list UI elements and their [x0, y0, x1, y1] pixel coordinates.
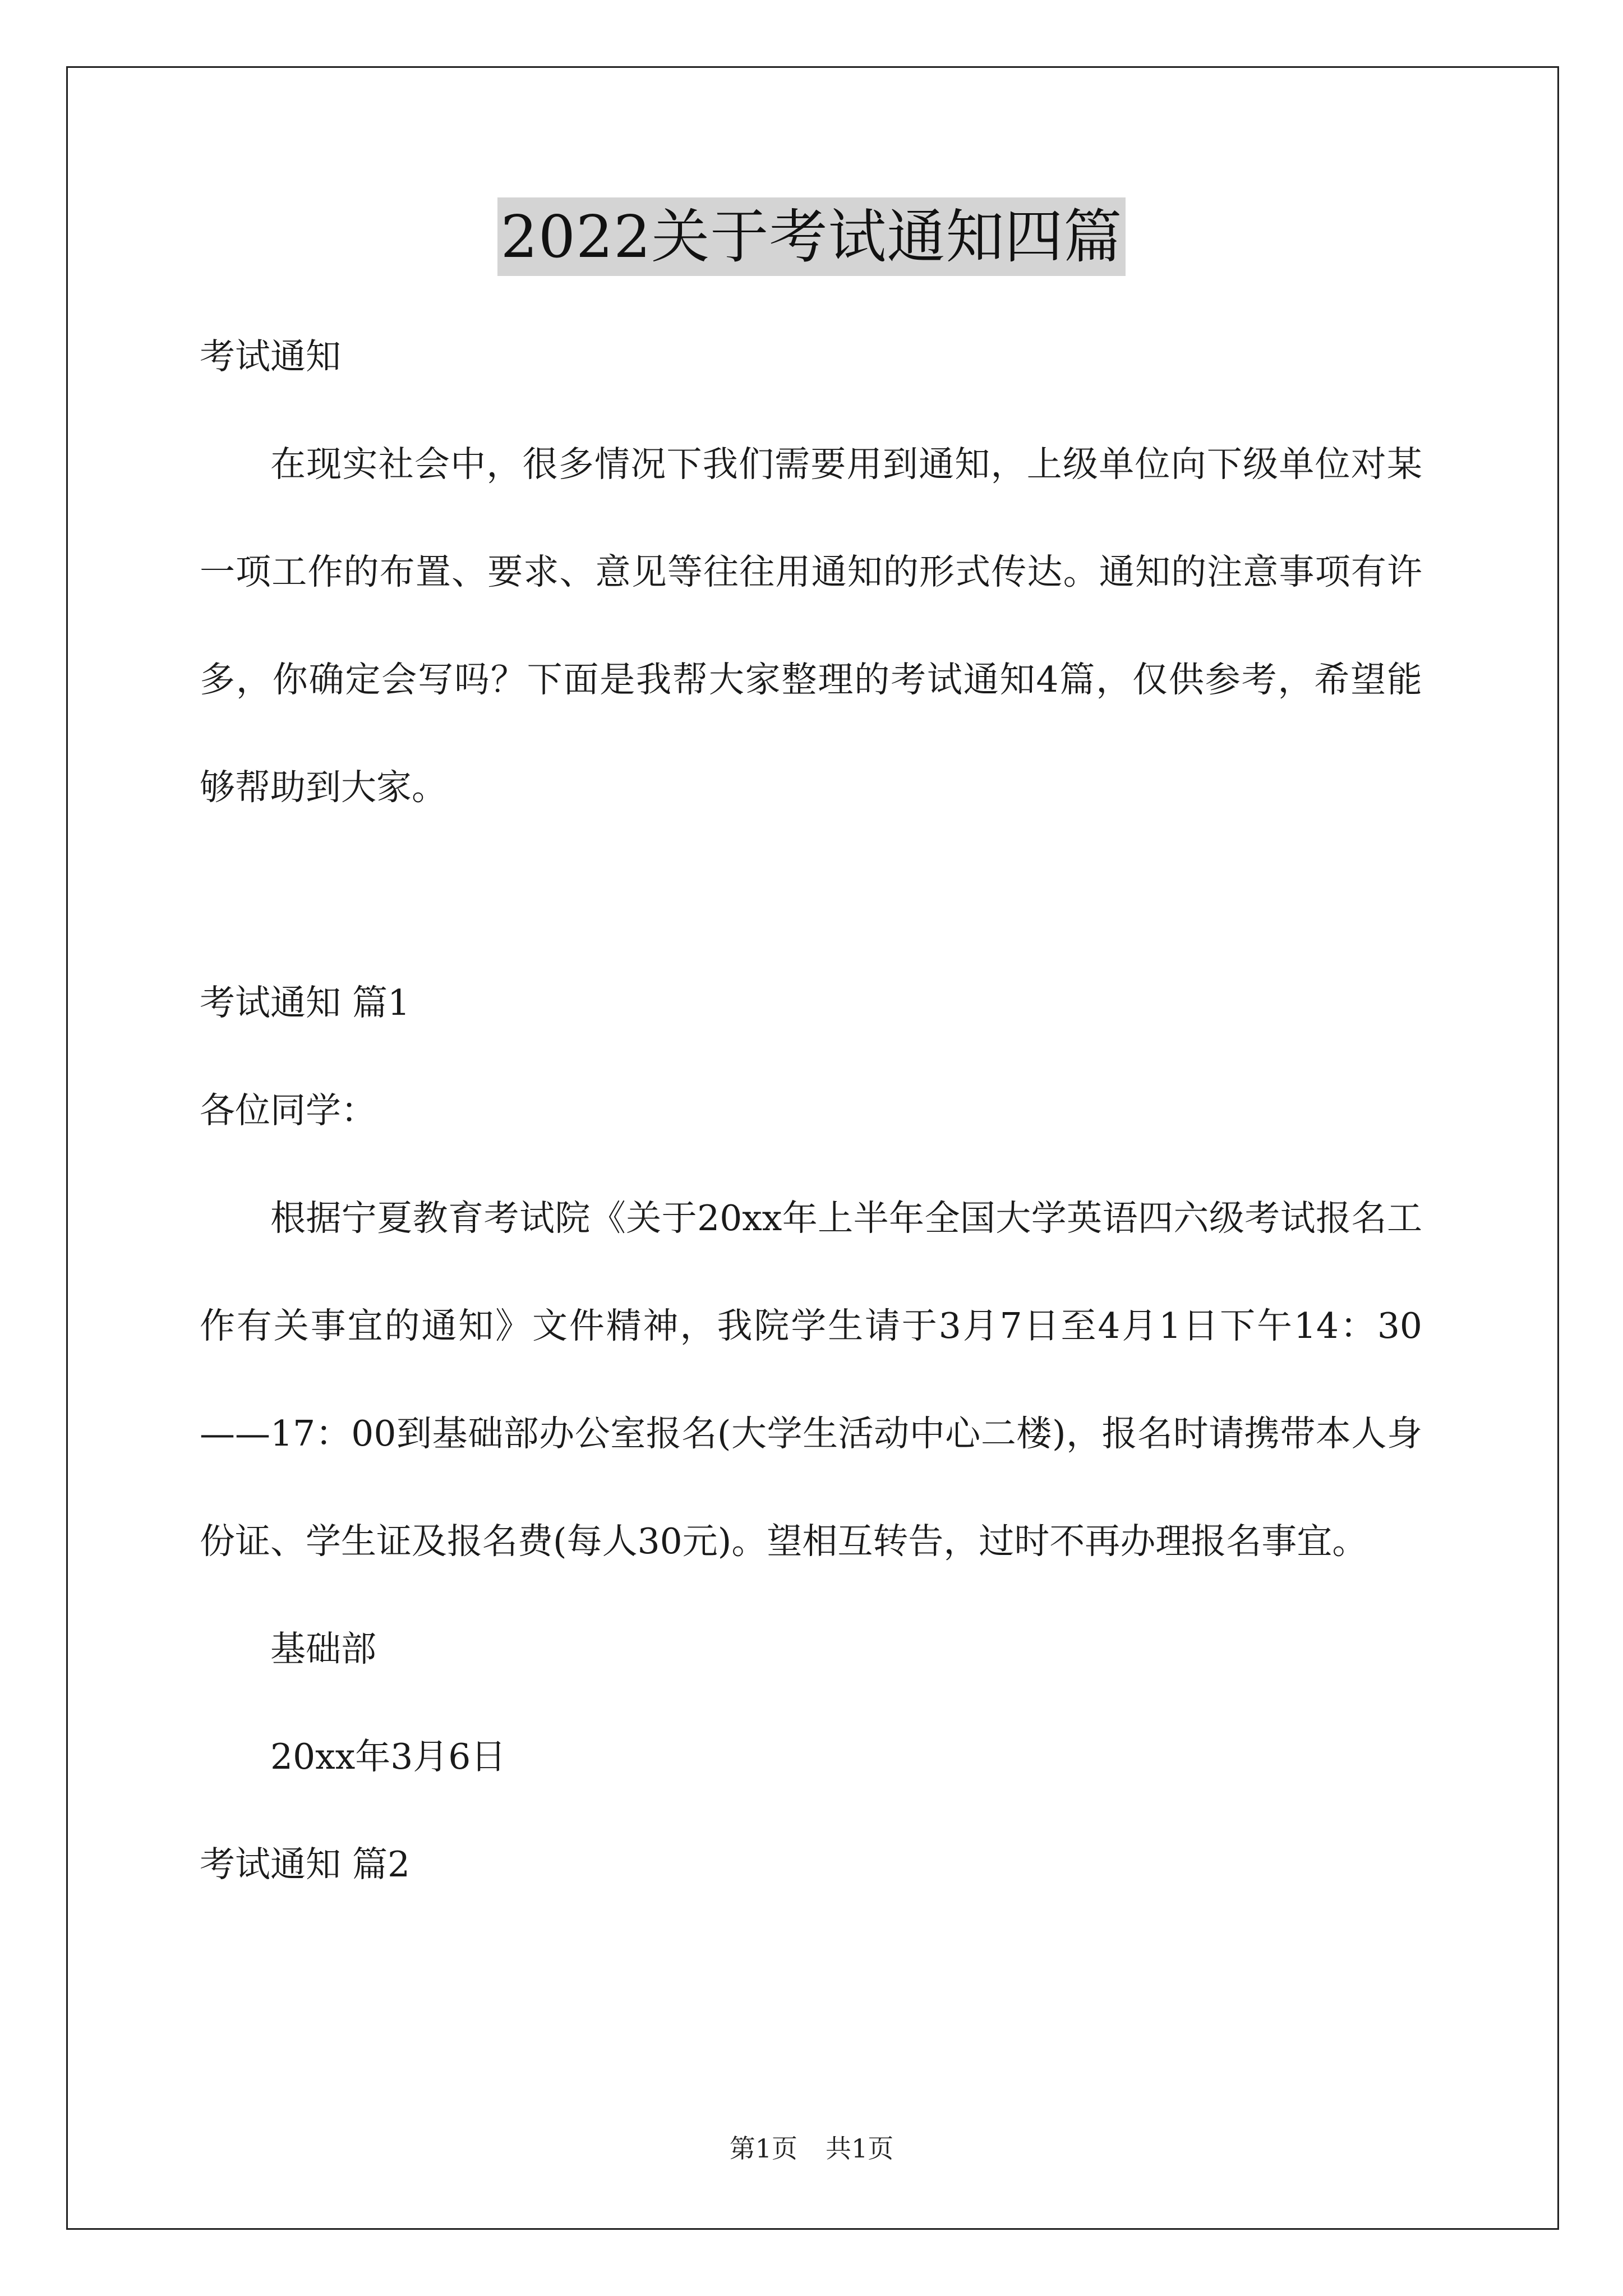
page-total: 共1页 — [826, 2133, 894, 2164]
intro-paragraph: 在现实社会中，很多情况下我们需要用到通知，上级单位向下级单位对某一项工作的布置、要求、意见等往往用通知的形式传达。通知的注意事项有许多，你确定会写吗？下面是我帮大家整理的考试通知4篇，仅供参考，希望能够帮助到大家。 — [200, 444, 1422, 808]
article-2-heading: 考试通知 篇2 — [200, 1844, 411, 1885]
page-footer — [0, 2132, 1623, 2165]
article-1-heading: 考试通知 篇1 — [200, 982, 411, 1023]
signature: 基础部 — [270, 1628, 376, 1669]
article-1-body: 根据宁夏教育考试院《关于20xx年上半年全国大学英语四六级考试报名工作有关事宜的通知》文件精神，我院学生请于3月7日至4月1日下午14：30——17：00到基础部办公室报名(大学生活动中心二楼)，报名时请携带本人身份证、学生证及报名费(每人30元)。望相互转告，过时不再办理报名事宜。 — [200, 1198, 1422, 1562]
section-heading: 考试通知 — [200, 336, 341, 377]
page-number: 第1页 — [729, 2133, 797, 2164]
title-container — [0, 197, 1623, 276]
signature-date: 20xx年3月6日 — [270, 1736, 506, 1777]
document-title: 2022关于考试通知四篇 — [497, 197, 1126, 276]
document-body — [200, 303, 1422, 1918]
salutation: 各位同学： — [200, 1090, 376, 1131]
